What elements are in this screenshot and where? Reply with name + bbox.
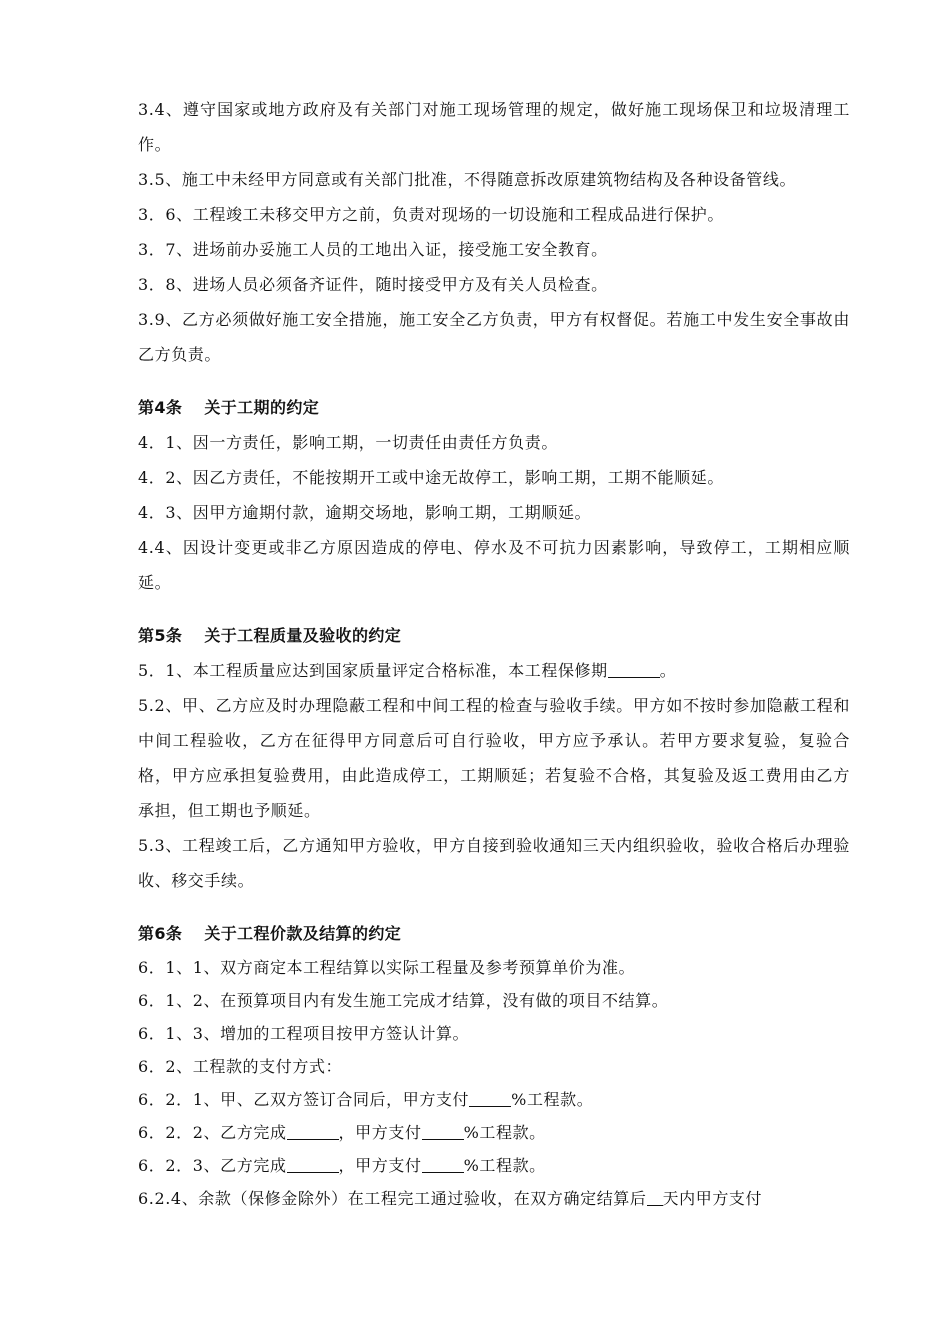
article-6-heading (138, 916, 850, 951)
clause-6-2-4-text: 6.2.4、余款（保修金除外）在工程完工通过验收，在双方确定结算后 (138, 1189, 647, 1208)
clause-3-5: 3.5、施工中未经甲方同意或有关部门批准，不得随意拆改原建筑物结构及各种设备管线。 (138, 170, 797, 189)
clause-6-1-3: 6．1、3、增加的工程项目按甲方签认计算。 (138, 1024, 470, 1043)
clause-6-2-4-end: 天内甲方支付 (662, 1189, 763, 1208)
clause-6-1-1: 6．1、1、双方商定本工程结算以实际工程量及参考预算单价为准。 (138, 958, 636, 977)
clause-4-4: 4.4、因设计变更或非乙方原因造成的停电、停水及不可抗力因素影响，导致停工，工期相应顺延。 (138, 538, 850, 592)
article-5-heading (138, 618, 850, 653)
clause-3-8: 3．8、进场人员必须备齐证件，随时接受甲方及有关人员检查。 (138, 275, 608, 294)
clause-6-2-1 (138, 1083, 850, 1116)
payment-percent-blank-3 (422, 1156, 464, 1173)
clause-6-2-2-mid: ，甲方支付 (338, 1123, 422, 1142)
clause-5-1 (138, 653, 850, 688)
clause-6-2-3 (138, 1149, 850, 1182)
clause-6-2-4 (138, 1182, 850, 1215)
clause-6-2-3-end: %工程款。 (463, 1156, 546, 1175)
article-5-title: 关于工程质量及验收的约定 (204, 626, 402, 645)
warranty-period-blank (608, 661, 660, 678)
clause-5-1-text: 5．1、本工程质量应达到国家质量评定合格标准，本工程保修期 (138, 661, 608, 680)
clause-3-6: 3．6、工程竣工未移交甲方之前，负责对现场的一切设施和工程成品进行保护。 (138, 205, 724, 224)
clause-3-7: 3．7、进场前办妥施工人员的工地出入证，接受施工安全教育。 (138, 240, 608, 259)
payment-percent-blank-2 (422, 1123, 464, 1140)
clause-3-9: 3.9、乙方必须做好施工安全措施，施工安全乙方负责，甲方有权督促。若施工中发生安全事故由乙方负责。 (138, 310, 850, 364)
article-5-number: 第5条 (138, 626, 183, 645)
clause-3-4: 3.4、遵守国家或地方政府及有关部门对施工现场管理的规定，做好施工现场保卫和垃圾清理工作。 (138, 100, 850, 154)
clause-5-2: 5.2、甲、乙方应及时办理隐蔽工程和中间工程的检查与验收手续。甲方如不按时参加隐蔽工程和中间工程验收，乙方在征得甲方同意后可自行验收，甲方应予承认。若甲方要求复验，复验合格，甲方应承担复验费用，由此造成停工，工期顺延；若复验不合格，其复验及返工费用由乙方承担，但工期也予顺延。 (138, 696, 850, 820)
clause-4-2: 4．2、因乙方责任，不能按期开工或中途无故停工，影响工期，工期不能顺延。 (138, 468, 724, 487)
article-4-heading (138, 390, 850, 425)
clause-6-2-3-text: 6．2．3、乙方完成 (138, 1156, 287, 1175)
article-6-title: 关于工程价款及结算的约定 (204, 924, 402, 943)
contract-body (138, 92, 850, 1215)
clause-6-2-1-end: %工程款。 (511, 1090, 594, 1109)
clause-6-2-2 (138, 1116, 850, 1149)
clause-6-2: 6．2、工程款的支付方式： (138, 1057, 343, 1076)
days-blank (647, 1189, 663, 1206)
clause-6-2-1-text: 6．2．1、甲、乙双方签订合同后，甲方支付 (138, 1090, 470, 1109)
article-4-title: 关于工期的约定 (204, 398, 320, 417)
clause-4-1: 4．1、因一方责任，影响工期，一切责任由责任方负责。 (138, 433, 558, 452)
article-6-number: 第6条 (138, 924, 183, 943)
payment-percent-blank-1 (469, 1090, 511, 1107)
clause-6-2-2-end: %工程款。 (463, 1123, 546, 1142)
article-4-number: 第4条 (138, 398, 183, 417)
clause-4-3: 4．3、因甲方逾期付款，逾期交场地，影响工期，工期顺延。 (138, 503, 592, 522)
clause-6-2-2-text: 6．2．2、乙方完成 (138, 1123, 287, 1142)
progress-blank-2 (287, 1123, 339, 1140)
clause-6-1-2: 6．1、2、在预算项目内有发生施工完成才结算，没有做的项目不结算。 (138, 991, 669, 1010)
clause-6-2-3-mid: ，甲方支付 (338, 1156, 422, 1175)
clause-5-1-end: 。 (659, 661, 677, 680)
progress-blank-3 (287, 1156, 339, 1173)
clause-5-3: 5.3、工程竣工后，乙方通知甲方验收，甲方自接到验收通知三天内组织验收，验收合格后办理验收、移交手续。 (138, 836, 850, 890)
